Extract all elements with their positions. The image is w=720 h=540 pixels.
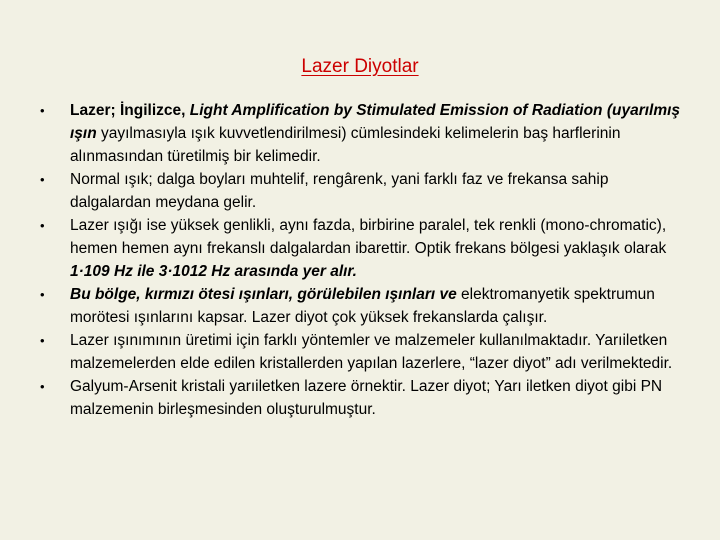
bullet-item <box>40 283 690 329</box>
bullet-text: yayılmasıyla ışık kuvvetlendirilmesi) cümlesindeki kelimelerin baş harflerinin alınmasından türetilmiş bir kelimedir. <box>70 125 621 165</box>
bullet-item <box>40 99 690 168</box>
bullet-dot: • <box>40 103 45 118</box>
bullet-text-bold-italic: Bu bölge, kırmızı ötesi ışınları, görülebilen ışınları ve <box>70 286 457 303</box>
bullet-text: Lazer ışığı ise yüksek genlikli, aynı fazda, birbirine paralel, tek renkli (mono-chromatic), hemen hemen aynı frekanslı dalgalardan ibarettir. Optik frekans bölgesi yaklaşık olarak <box>70 217 667 257</box>
bullet-dot: • <box>40 287 45 302</box>
bullet-text: elektromanyetik spektrumun morötesi ışınlarını kapsar. Lazer diyot çok yüksek frekanslarda çalışır. <box>70 286 655 326</box>
bullet-dot: • <box>40 379 45 394</box>
bullet-text-bold: Lazer; İngilizce, <box>70 102 190 119</box>
bullet-dot: • <box>40 172 45 187</box>
bullet-text: Galyum-Arsenit kristali yarıiletken lazere örnektir. Lazer diyot; Yarı iletken diyot gibi PN malzemenin birleşmesinden oluşturulmuştur. <box>70 378 663 418</box>
bullet-text-bold-italic: 1·109 Hz ile 3·1012 Hz arasında yer alır. <box>70 263 357 280</box>
slide-title: Lazer Diyotlar <box>301 56 419 77</box>
bullet-text-bold-italic: Light Amplification by Stimulated Emission of Radiation (uyarılmış ışın <box>70 102 681 142</box>
bullet-dot: • <box>40 218 45 233</box>
bullet-text: Lazer ışınımının üretimi için farklı yöntemler ve malzemeler kullanılmaktadır. Yarıiletken malzemelerden elde edilen kristallerden yapılan lazerlere, “lazer diyot” adı verilmektedir. <box>70 332 673 372</box>
bullet-text: Normal ışık; dalga boyları muhtelif, rengârenk, yani farklı faz ve frekansa sahip dalgalardan meydana gelir. <box>70 171 609 211</box>
bullet-item <box>40 214 690 283</box>
bullet-item <box>40 168 690 214</box>
bullet-item <box>40 375 690 421</box>
bullet-list <box>40 99 690 421</box>
bullet-item <box>40 329 690 375</box>
bullet-dot: • <box>40 333 45 348</box>
